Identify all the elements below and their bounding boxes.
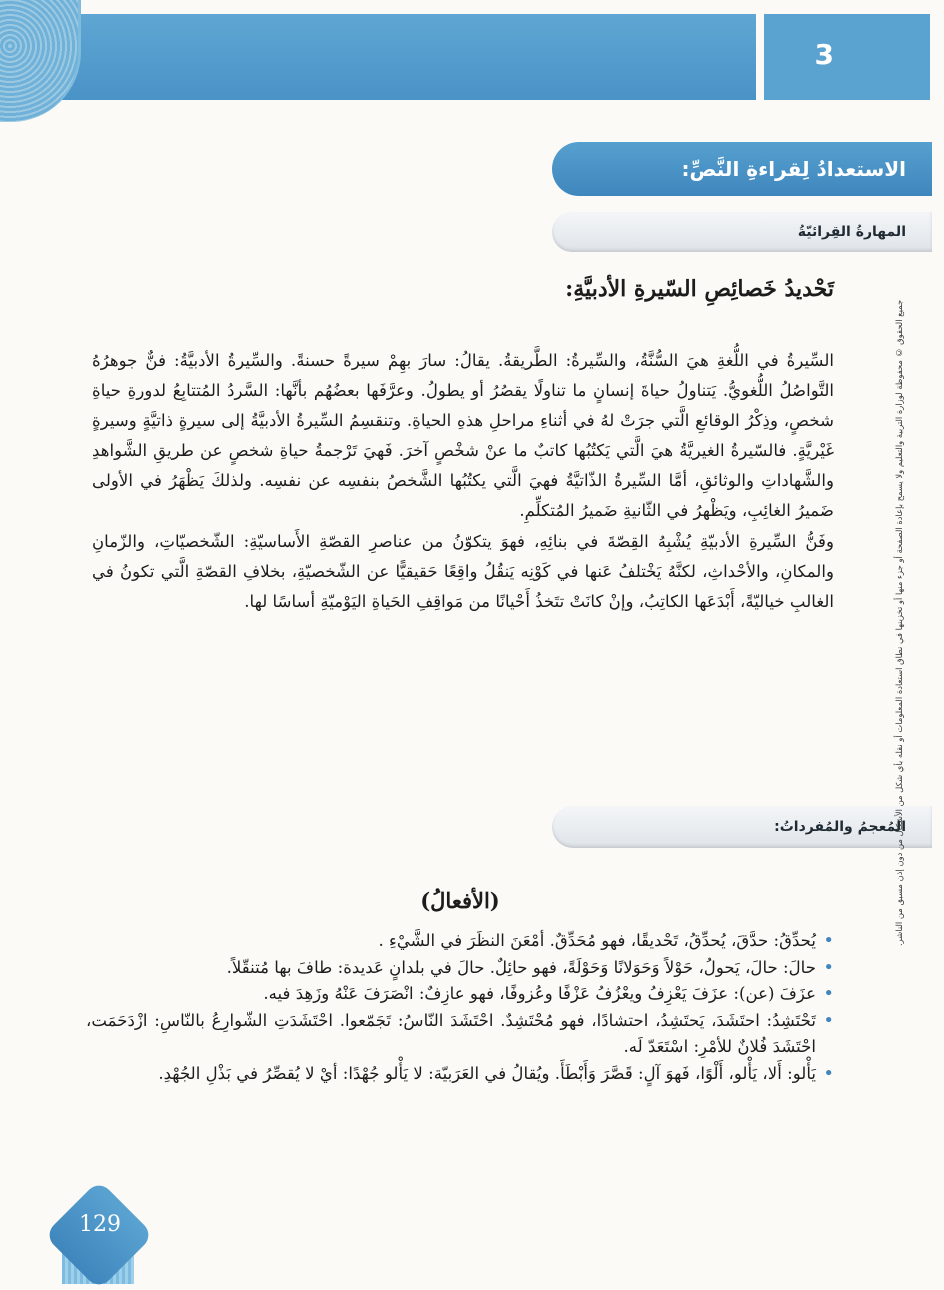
list-item: • حالَ: حالَ، يَحولُ، حَوْلاً وَحَوَلانًا وَحَوْلَةً، فهو حائِلٌ. حالَ في بلدانٍ عَديدة: طافَ بها مُتنقّلاً.	[86, 955, 834, 982]
top-banner	[40, 14, 930, 100]
page-number: 129	[79, 1212, 121, 1237]
banner-right-block	[764, 14, 930, 100]
chapter-number: 3	[814, 38, 834, 71]
paragraph-2: وفَنُّ السِّيرةِ الأدبيّةِ يُشْبِهُ القِصّةَ في بنائِهِ، فهوَ يتكوّنُ من عناصرِ القصّةِ الأَساسيّةِ: الشّخصيّاتِ، والزّمانِ والمكانِ، والأحْداثِ، لكنَّهُ يَخْتلفُ عَنها في كَوْنِه يَنقُلُ واقِعًا حَقيقيًّا عن الشّخصيّةِ، بخلافِ القصّةِ الَّتي تكونُ في الغالبِ خياليّةً، أَبْدَعَها الكاتِبُ، وإنْ كانَتْ تتَخذُ أَحْيانًا من مَواقِفِ الحَياةِ اليَوْميّةِ أساسًا لها.	[92, 531, 834, 611]
vocab-label: المُعجمُ والمُفرداتُ:	[774, 819, 906, 835]
verbs-heading: (الأفعالُ)	[420, 888, 500, 913]
section-title: الاستعدادُ لِقراءةِ النَّصِّ:	[681, 157, 906, 181]
list-item: • تَحْتَشِدُ: احتَشَدَ، يَحتَشِدُ، احتشادًا، فهو مُحْتَشِدٌ. احْتَشَدَ النّاسُ: تَجَمّعوا. احْتَشَدَتِ الشّوارِعُ بالنّاسِ: ازْدَحَمَت، احْتَشَدَ فُلانٌ للأمْرِ: اسْتَعَدّ لَه.	[86, 1008, 834, 1061]
vocab-list	[86, 928, 834, 1087]
paragraph-1: السِّيرةُ في اللُّغةِ هيَ السُّنَّةُ، والسِّيرةُ: الطَّريقةُ. يقالُ: سارَ بهِمْ سيرةً حسنةً. والسِّيرةُ الأدبيَّةُ: فنٌّ جوهرُهُ التَّواصُلُ اللُّغويُّ. يَتناولُ حياةَ إنسانٍ ما تناولًا يقصُرُ أو يطولُ. وعرَّفَها بعضُهُم بأنَّها: السَّردُ المُتتابِعُ لدورةِ حياةِ شخصٍ، وذِكْرُ الوقائعِ الَّتي جرَتْ لهُ في أثناءِ مراحلِ هذهِ الحياةِ. وتنقسِمُ السِّيرةُ الأدبيَّةُ إلى سيرةٍ ذاتيَّةٍ وسيرةٍ غَيْريَّةٍ. فالسّيرةُ الغيريَّةُ هيَ الَّتي يَكتُبُها كاتبٌ ما عنْ شخْصٍ آخرَ. فَهيَ تَرْجمةُ حياةِ شخصٍ عن طريقِ الشَّواهدِ والشَّهاداتِ والوثائقِ، أمَّا السِّيرةُ الذّاتيَّةُ فهيَ الَّتي يكتُبُها الشَّخصُ بنفسِه عن نفسِه. ولذلكَ يَظْهَرُ في الأولى ضَميرُ الغائِبِ، ويَظْهرُ في الثّانيةِ ضَميرُ المُتكلِّمِ.	[92, 351, 834, 521]
list-item: • يُحدِّقُ: حدَّقَ، يُحدِّقُ، تَحْديقًا، فهو مُحَدِّقٌ. أمْعَنَ النظَرَ في الشَّيْءِ .	[86, 928, 834, 955]
section-title-bar	[552, 142, 932, 196]
list-item: • يَأْلو: أَلا، يَأْلو، أَلْوًا، فَهوَ آلٍ: قَصَّرَ وَأَبْطَأَ. ويُقالُ في العَرَبيّة: لا يَأْلو جُهْدًا: أيْ لا يُقصِّرُ في بَذْلِ الجُهْدِ.	[86, 1061, 834, 1088]
list-item: • عزَفَ (عن): عزَفَ يَعْزِفُ ويعْزُفُ عَزْفًا وعُزوفًا، فهو عازِفٌ: انْصَرَفَ عَنْهُ وزَهِدَ فيه.	[86, 981, 834, 1008]
vocab-label-bar	[552, 806, 932, 848]
skill-title: تَحْديدُ خَصائِصِ السّيرةِ الأدبيَّةِ:	[565, 276, 834, 302]
reading-text	[92, 346, 834, 617]
skill-label: المهارةُ القِرائيّةُ	[797, 224, 906, 240]
skill-label-bar	[552, 212, 932, 252]
copyright-note: جميع الحقوق © محفوظة لوزارة التربية والتعليم ولا يسمح بإعادة الصفحة أو جزء منها أو تخزينها في نطاق استعادة المعلومات أو نقله بأي شكل من الأشكال من دون إذن مسبق من الناشر.	[894, 300, 904, 947]
banner-divider	[756, 14, 764, 100]
decorative-rosette-icon	[0, 0, 81, 122]
